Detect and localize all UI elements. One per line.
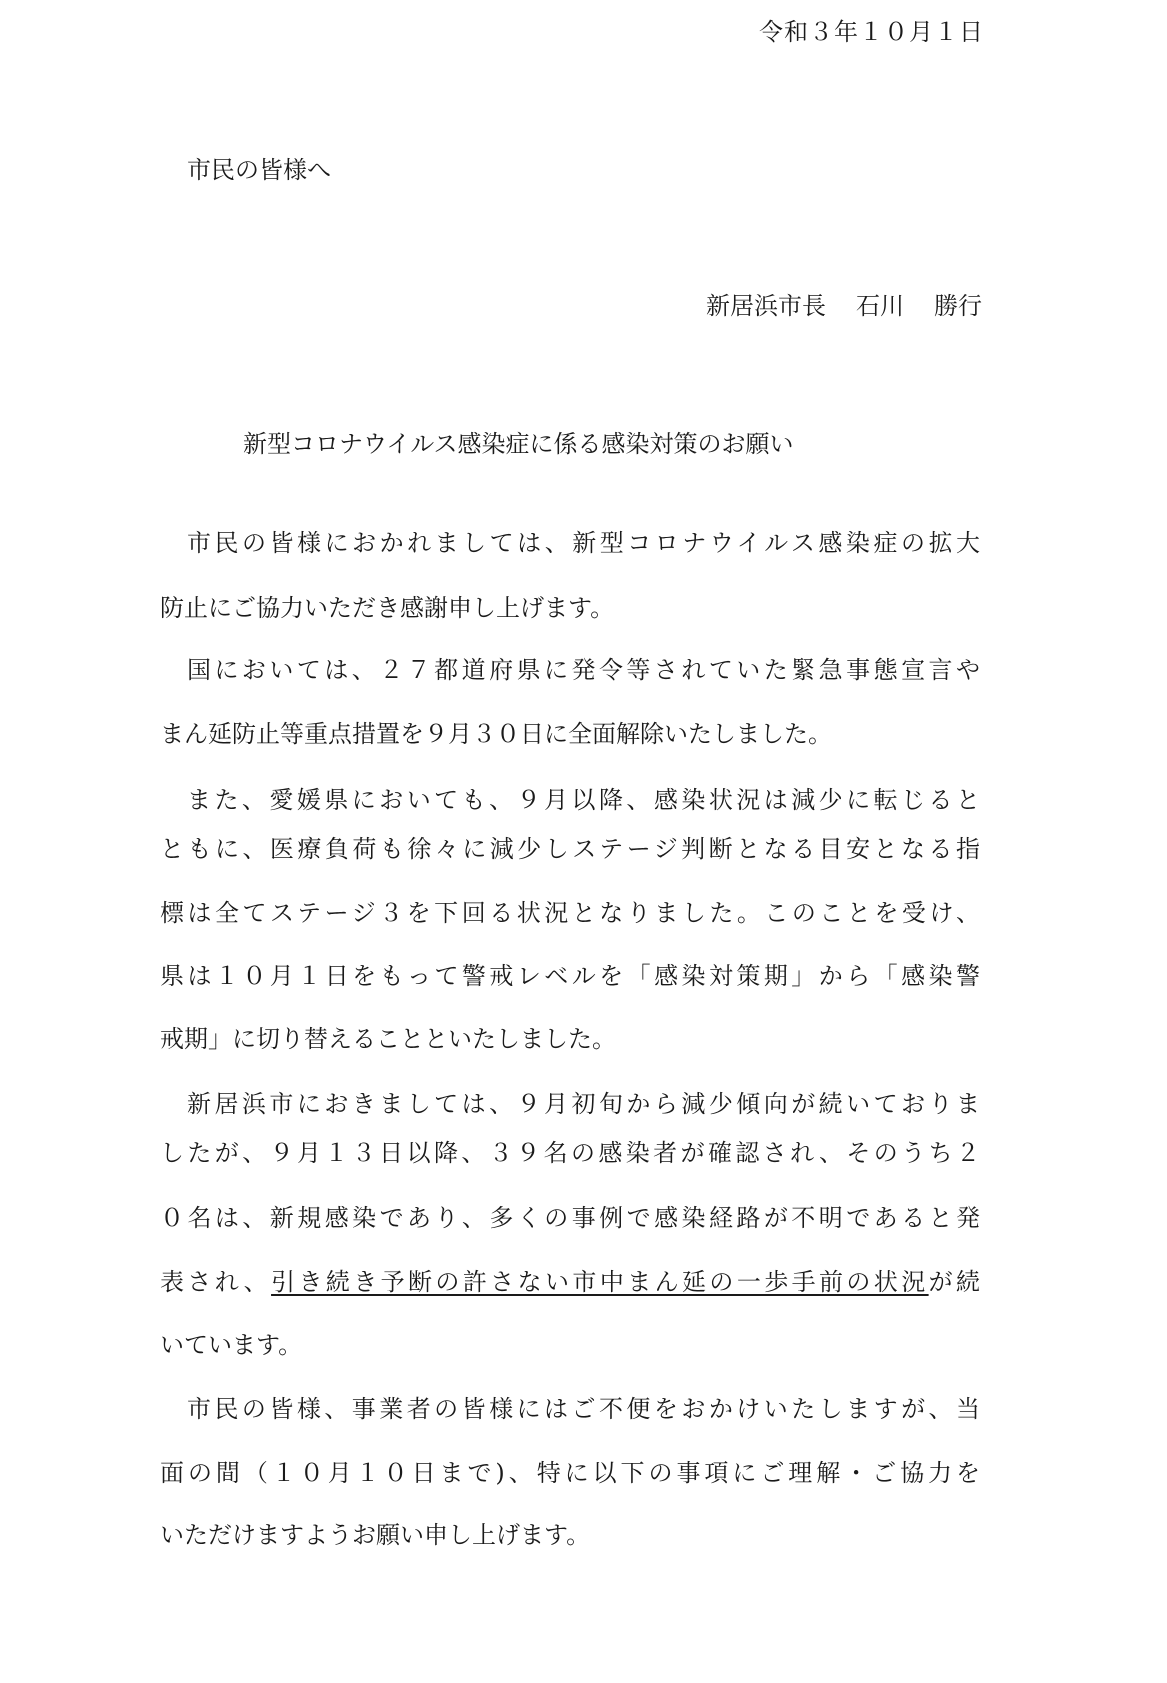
addressee: 市民の皆様へ (187, 156, 331, 184)
signer-surname: 石川 (856, 292, 904, 320)
paragraph-5-line-1: 市民の皆様、事業者の皆様にはご不便をおかけいたしますが、当 (187, 1395, 980, 1423)
paragraph-3-line-1: また、愛媛県においても、９月以降、感染状況は減少に転じると (187, 786, 980, 814)
document-title: 新型コロナウイルス感染症に係る感染対策のお願い (243, 430, 794, 458)
paragraph-3-line-4: 県は１０月１日をもって警戒レベルを「感染対策期」から「感染警 (160, 962, 980, 990)
paragraph-2-line-2: まん延防止等重点措置を９月３０日に全面解除いたしました。 (160, 720, 832, 748)
paragraph-1-line-1: 市民の皆様におかれましては、新型コロナウイルス感染症の拡大 (187, 529, 980, 557)
signer-given-name: 勝行 (934, 292, 982, 320)
paragraph-4-line-5: いています。 (160, 1331, 303, 1359)
paragraph-2-line-1: 国においては、２７都道府県に発令等されていた緊急事態宣言や (187, 656, 980, 684)
paragraph-4-line-4 (160, 1262, 980, 1297)
paragraph-1-line-2: 防止にご協力いただき感謝申し上げます。 (160, 594, 615, 622)
signer-title: 新居浜市長 (706, 292, 826, 320)
paragraph-3-line-3: 標は全てステージ３を下回る状況となりました。このことを受け、 (160, 899, 980, 927)
paragraph-3-line-2: ともに、医療負荷も徐々に減少しステージ判断となる目安となる指 (160, 835, 980, 863)
document-date: 令和３年１０月１日 (759, 18, 984, 46)
paragraph-4-line-2: したが、９月１３日以降、３９名の感染者が確認され、そのうち２ (160, 1139, 980, 1167)
paragraph-4-line-3: ０名は、新規感染であり、多くの事例で感染経路が不明であると発 (160, 1204, 980, 1232)
paragraph-4-line-4-end: が続 (928, 1268, 981, 1296)
signer (706, 286, 982, 321)
underlined-emphasis: 引き続き予断の許さない市中まん延の一歩手前の状況 (271, 1268, 929, 1296)
paragraph-3-line-5: 戒期」に切り替えることといたしました。 (160, 1025, 616, 1053)
paragraph-4-line-1: 新居浜市におきましては、９月初旬から減少傾向が続いておりま (187, 1090, 980, 1118)
paragraph-4-line-4-start: 表され、 (160, 1268, 272, 1296)
paragraph-5-line-2: 面の間（１０月１０日まで)、特に以下の事項にご理解・ご協力を (160, 1459, 980, 1487)
paragraph-5-line-3: いただけますようお願い申し上げます。 (160, 1521, 591, 1549)
